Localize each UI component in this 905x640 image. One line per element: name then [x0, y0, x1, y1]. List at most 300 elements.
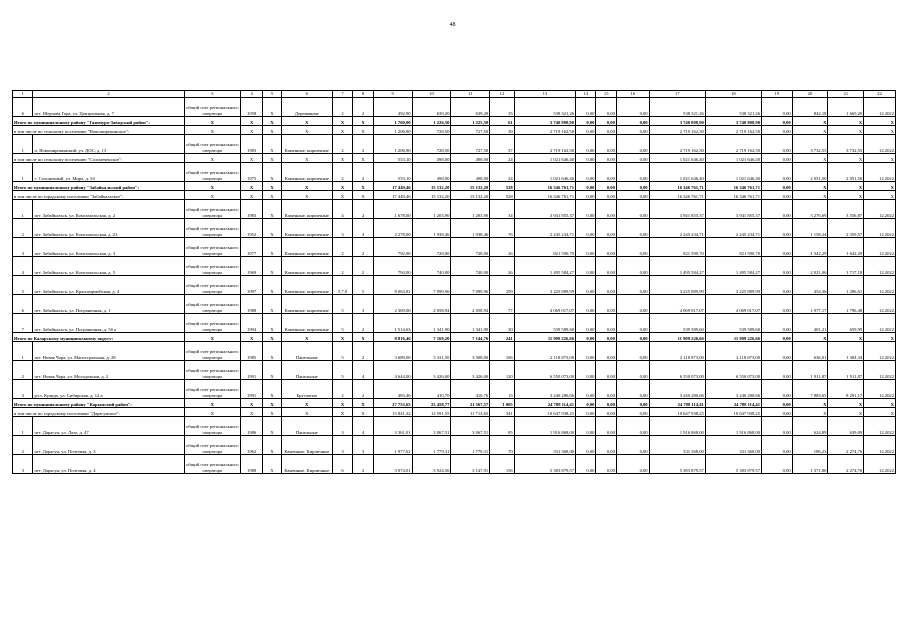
table-cell: 0,00	[596, 163, 616, 182]
table-cell: Х	[332, 191, 352, 200]
table-cell: 0,00	[576, 380, 596, 399]
table-cell: 2 118 873,00	[514, 342, 575, 361]
table-cell: 0,00	[596, 126, 616, 135]
table-cell: 1 977,61	[373, 436, 412, 455]
table-cell: 10 647 938,25	[649, 408, 705, 417]
table-cell: 0,00	[616, 219, 649, 238]
table-cell: 0,00	[576, 436, 596, 455]
table-cell: 0,00	[596, 135, 616, 154]
table-cell: 61	[490, 117, 515, 126]
table-cell: 0,00	[762, 238, 793, 257]
table-cell: Х	[332, 126, 352, 135]
total-row	[13, 333, 896, 342]
table-cell: 77	[490, 295, 515, 314]
table-cell: 27 753,65	[373, 399, 412, 408]
table-cell: 0,00	[616, 163, 649, 182]
table-cell: 34	[490, 200, 515, 219]
table-cell: 0,00	[596, 314, 616, 333]
table-cell: Х	[281, 154, 332, 163]
table-cell: 2	[332, 163, 352, 182]
table-row	[13, 380, 896, 399]
table-cell: 12.2022	[864, 163, 896, 182]
table-cell: 3	[332, 417, 352, 436]
table-cell: 2	[353, 380, 373, 399]
table-cell: 659,99	[828, 314, 864, 333]
table-cell: 0,00	[576, 361, 596, 380]
table-cell: 0,00	[616, 154, 649, 163]
row-label: в том числе по сельскому поселению "Солонеченское":	[13, 154, 185, 163]
table-cell: 728,00	[412, 238, 451, 257]
table-cell: Х	[792, 191, 828, 200]
table-cell: 0,00	[762, 200, 793, 219]
table-cell: 2 719 162,50	[514, 126, 575, 135]
table-cell: общий счет регионального оператора	[184, 276, 240, 295]
table-cell: 3 240 280,66	[649, 380, 705, 399]
table-cell: пгт. Забайкальск, ул. Комсомольская, д. 3	[33, 238, 184, 257]
table-cell: 1 021 646,40	[705, 163, 761, 182]
table-cell: 0,00	[576, 295, 596, 314]
column-number: 4	[240, 91, 262, 98]
table-cell: 0,00	[596, 295, 616, 314]
table-cell: 0,00	[762, 399, 793, 408]
table-cell: Каменные, кирпичные	[281, 257, 332, 276]
table-cell: 0,00	[576, 163, 596, 182]
row-label: в том числе по городскому поселению "Забайкальское":	[13, 191, 185, 200]
table-cell: 2 274,76	[828, 436, 864, 455]
table-cell: 3 225 889,99	[649, 276, 705, 295]
table-cell: Х	[263, 257, 281, 276]
table-cell: Х	[792, 408, 828, 417]
table-cell: 2 245 234,71	[649, 219, 705, 238]
table-cell: 1 642,29	[828, 238, 864, 257]
table-cell: Х	[281, 191, 332, 200]
table-cell: 24	[490, 154, 515, 163]
table-cell: Х	[353, 191, 373, 200]
table-cell: 5	[332, 314, 352, 333]
table-cell: 0,00	[596, 436, 616, 455]
table-cell: 16 346 761,71	[705, 182, 761, 191]
table-cell: Х	[184, 399, 240, 408]
table-row	[13, 98, 896, 117]
table-cell: Х	[281, 117, 332, 126]
table-cell: п. Новоширокинский, ул. ДОС, д. 13	[33, 135, 184, 154]
row-label: Итого по муниципальному району "Газимуро-Заводский район":	[13, 117, 185, 126]
table-cell: Х	[332, 408, 352, 417]
table-cell: Х	[263, 117, 281, 126]
table-cell: Х	[263, 361, 281, 380]
table-cell: 23 458,77	[412, 399, 451, 408]
table-cell: 539 589,60	[705, 314, 761, 333]
table-cell: Х	[240, 191, 262, 200]
table-cell: 0,00	[596, 417, 616, 436]
table-cell: Панельные	[281, 361, 332, 380]
table-cell: 15 132,20	[451, 182, 490, 191]
table-cell: Х	[792, 154, 828, 163]
table-cell: 410,76	[451, 380, 490, 399]
table-cell: 0,00	[762, 295, 793, 314]
table-cell: Х	[864, 408, 896, 417]
table-cell: 12.2022	[864, 295, 896, 314]
table-cell: 0,00	[576, 135, 596, 154]
table-cell: Каменные, кирпичные	[281, 314, 332, 333]
table-cell: 16 346 761,71	[514, 191, 575, 200]
table-cell: 3	[13, 455, 33, 474]
table-cell: 0,00	[616, 399, 649, 408]
table-cell: общий счет регионального оператора	[184, 219, 240, 238]
table-row	[13, 295, 896, 314]
table-cell: Каменные, кирпичные	[281, 200, 332, 219]
table-cell: 3	[332, 436, 352, 455]
table-body	[13, 91, 896, 474]
table-cell: 3 240 280,66	[705, 380, 761, 399]
column-number: 9	[373, 91, 412, 98]
table-cell: 538 321,26	[514, 98, 575, 117]
table-cell: 3 941 855,37	[649, 200, 705, 219]
table-cell: 1 665,20	[828, 98, 864, 117]
table-cell: 821 590,70	[649, 238, 705, 257]
column-number: 7	[332, 91, 352, 98]
table-cell: 7 169,20	[412, 333, 451, 342]
table-cell: пгт. Дарасун, ул. Почтовая, д. 3	[33, 436, 184, 455]
table-cell: 6 550 073,00	[514, 361, 575, 380]
column-number: 10	[412, 91, 451, 98]
table-row	[13, 276, 896, 295]
table-cell: 0,00	[576, 191, 596, 200]
table-cell: 0,00	[576, 182, 596, 191]
table-cell: 2	[353, 257, 373, 276]
table-cell: 30	[490, 314, 515, 333]
table-cell: 0,00	[762, 182, 793, 191]
table-cell: 0,00	[616, 380, 649, 399]
table-cell: 1991	[240, 361, 262, 380]
table-cell: 15 132,20	[451, 191, 490, 200]
table-cell: 39	[490, 126, 515, 135]
total-row	[13, 182, 896, 191]
table-cell: 794,00	[373, 257, 412, 276]
table-cell: общий счет регионального оператора	[184, 295, 240, 314]
table-cell: 3 740 808,90	[705, 117, 761, 126]
table-cell: 0,00	[762, 380, 793, 399]
table-cell: 16 346 761,71	[705, 191, 761, 200]
table-cell: 538 321,26	[705, 98, 761, 117]
table-cell: общий счет регионального оператора	[184, 314, 240, 333]
table-cell: 2	[353, 98, 373, 117]
table-cell: 0,00	[762, 98, 793, 117]
table-cell: 17 449,46	[373, 182, 412, 191]
table-cell: 2 058,94	[451, 295, 490, 314]
table-cell: Х	[792, 126, 828, 135]
table-cell: 2 021,06	[792, 257, 828, 276]
table-cell: 1 911,87	[792, 361, 828, 380]
table-cell: 1 938,46	[412, 219, 451, 238]
table-cell: Х	[332, 399, 352, 408]
table-cell: Х	[864, 117, 896, 126]
table-cell: 410,70	[412, 380, 451, 399]
table-cell: 0,00	[616, 135, 649, 154]
table-cell: 106	[490, 342, 515, 361]
table-cell: 1 158,24	[792, 219, 828, 238]
table-cell: 1 203,90	[412, 200, 451, 219]
table-cell: 0,00	[616, 126, 649, 135]
table-cell: 3	[353, 295, 373, 314]
table-cell: 3	[13, 380, 33, 399]
row-label: в том числе по сельскому поселению "Новоширокинское":	[13, 126, 185, 135]
table-cell: 3 308,00	[451, 342, 490, 361]
table-cell: 1 916 868,00	[705, 417, 761, 436]
table-cell: 12 591,55	[412, 408, 451, 417]
table-cell: 5 383 879,57	[649, 455, 705, 474]
table-cell: 15	[490, 380, 515, 399]
table-cell: Х	[281, 399, 332, 408]
table-cell: 1 203,90	[451, 200, 490, 219]
table-cell: Каменные, Кирпичные	[281, 436, 332, 455]
table-cell: 3 941 855,37	[514, 200, 575, 219]
table-cell: Х	[864, 182, 896, 191]
table-cell: 6 550 073,00	[649, 361, 705, 380]
table-cell: 2	[332, 98, 352, 117]
table-cell: Х	[332, 117, 352, 126]
table-cell: 0,00	[616, 361, 649, 380]
table-cell: 1983	[240, 200, 262, 219]
table-cell: 2 719 162,50	[514, 135, 575, 154]
table-cell: пгт. Шерлова Гора, ул. Центральная, д. 7	[33, 98, 184, 117]
table-cell: 12.2022	[864, 276, 896, 295]
table-cell: 483,46	[373, 380, 412, 399]
table-cell: Х	[184, 126, 240, 135]
table-cell: 0,00	[596, 276, 616, 295]
page-number: 48	[449, 22, 456, 28]
table-cell: 1	[13, 163, 33, 182]
table-cell: 10 647 938,25	[705, 408, 761, 417]
table-cell: Х	[353, 408, 373, 417]
table-row	[13, 436, 896, 455]
table-cell: Х	[240, 182, 262, 191]
table-cell: 3 240 280,66	[514, 380, 575, 399]
table-cell: 10 647 938,25	[514, 408, 575, 417]
table-cell: 3 740 808,90	[514, 117, 575, 126]
table-cell: 2	[353, 238, 373, 257]
table-row	[13, 314, 896, 333]
table-cell: 5	[332, 361, 352, 380]
table-cell: 4 069 017,07	[705, 295, 761, 314]
table-cell: 0,00	[576, 455, 596, 474]
table-cell: Х	[263, 200, 281, 219]
table-cell: 0,00	[762, 436, 793, 455]
table-cell: 12.2022	[864, 135, 896, 154]
column-number: 14	[576, 91, 596, 98]
table-cell: Х	[240, 399, 262, 408]
table-cell: 528	[490, 182, 515, 191]
table-row	[13, 417, 896, 436]
table-cell: Х	[828, 333, 864, 342]
table-cell: 0,00	[576, 399, 596, 408]
column-number: 17	[649, 91, 705, 98]
table-cell: Х	[263, 399, 281, 408]
table-cell: 0,00	[616, 333, 649, 342]
table-cell: Х	[263, 333, 281, 342]
table-cell: 37	[490, 135, 515, 154]
table-cell: 12.2022	[864, 342, 896, 361]
table-cell: Х	[281, 126, 332, 135]
table-cell: Х	[263, 314, 281, 333]
table-cell: р/ст. Куанда, ул. Сибирская, д. 12 а	[33, 380, 184, 399]
table-cell: 331 368,00	[705, 436, 761, 455]
table-cell: 0,00	[576, 200, 596, 219]
table-cell: общий счет регионального оператора	[184, 417, 240, 436]
table-cell: 0,00	[762, 333, 793, 342]
table-cell: 12.2022	[864, 361, 896, 380]
table-cell: 2 051,50	[828, 163, 864, 182]
table-cell: 3 732,55	[792, 135, 828, 154]
table-cell: 0,00	[762, 314, 793, 333]
table-cell: Х	[353, 399, 373, 408]
table-cell: 2	[353, 314, 373, 333]
table-cell: пгт. Дарасун, ул. Лазо, д. 47	[33, 417, 184, 436]
table-cell: Х	[828, 126, 864, 135]
table-cell: 1962	[240, 436, 262, 455]
table-cell: 624,89	[792, 417, 828, 436]
table-cell: 26	[490, 257, 515, 276]
table-cell: Х	[353, 333, 373, 342]
table-cell: 0,00	[576, 219, 596, 238]
table-cell: Х	[263, 126, 281, 135]
table-cell: Х	[184, 408, 240, 417]
column-number: 20	[792, 91, 828, 98]
table-cell: 0,00	[596, 333, 616, 342]
table-cell: 1 206,90	[373, 135, 412, 154]
table-cell: Х	[240, 333, 262, 342]
table-cell: 16 346 761,71	[514, 182, 575, 191]
table-cell: 1958	[240, 98, 262, 117]
table-cell: Х	[332, 154, 352, 163]
table-cell: 8 291,17	[828, 380, 864, 399]
table-cell: 21 567,57	[451, 399, 490, 408]
table-cell: 0,00	[762, 219, 793, 238]
table-cell: 2 058,94	[412, 295, 451, 314]
table-cell: 17 449,46	[373, 191, 412, 200]
table-cell: 727,50	[451, 126, 490, 135]
table-cell: Х	[240, 117, 262, 126]
table-cell: 538 321,26	[649, 98, 705, 117]
table-cell: общий счет регионального оператора	[184, 257, 240, 276]
table-cell: 0,00	[596, 408, 616, 417]
table-cell: Х	[263, 408, 281, 417]
table-cell: 11 909 226,66	[514, 333, 575, 342]
table-cell: 0,00	[596, 399, 616, 408]
row-label: Итого по муниципальному району "Забайкальский район":	[13, 182, 185, 191]
table-cell: Х	[263, 135, 281, 154]
table-cell: 15 841,32	[373, 408, 412, 417]
table-cell: 2	[353, 163, 373, 182]
table-cell: 1 495 584,27	[649, 257, 705, 276]
table-cell: 0,00	[596, 154, 616, 163]
table-cell: Х	[281, 333, 332, 342]
subtotal-row	[13, 408, 896, 417]
table-cell: 1 341,90	[451, 314, 490, 333]
table-cell: 1 911,87	[828, 361, 864, 380]
column-number: 18	[705, 91, 761, 98]
table-cell: 76	[490, 219, 515, 238]
table-cell: Х	[184, 191, 240, 200]
table-cell: 0,00	[576, 417, 596, 436]
table-cell: 740,00	[451, 257, 490, 276]
table-cell: 1977	[240, 238, 262, 257]
table-cell: 2 719 162,50	[705, 135, 761, 154]
table-cell: Х	[263, 182, 281, 191]
table-cell: 2	[353, 200, 373, 219]
table-cell: 2 359,57	[828, 219, 864, 238]
table-cell: Х	[828, 191, 864, 200]
table-cell: Деревянные	[281, 98, 332, 117]
table-cell: 636,01	[792, 342, 828, 361]
table-cell: 1 021 646,40	[514, 163, 575, 182]
table-cell: 11 909 226,66	[705, 333, 761, 342]
table-cell: 0,00	[762, 342, 793, 361]
table-cell: 1	[13, 135, 33, 154]
table-cell: 5 383 879,57	[705, 455, 761, 474]
table-cell: 3 074,01	[373, 455, 412, 474]
table-cell: общий счет регионального оператора	[184, 200, 240, 219]
column-number: 8	[353, 91, 373, 98]
table-cell: 2 719 162,50	[649, 135, 705, 154]
column-number: 11	[451, 91, 490, 98]
table-cell: общий счет регионального оператора	[184, 238, 240, 257]
table-cell: Х	[281, 408, 332, 417]
table-cell: 1994	[240, 314, 262, 333]
column-number: 12	[490, 91, 515, 98]
table-cell: 12.2022	[864, 380, 896, 399]
table-cell: 0,00	[616, 436, 649, 455]
table-cell: 0,00	[596, 191, 616, 200]
table-cell: 1	[13, 417, 33, 436]
table-cell: 498,00	[412, 154, 451, 163]
table-cell: 85	[490, 417, 515, 436]
table-cell: 6 550 073,00	[705, 361, 761, 380]
table-cell: 842,18	[792, 98, 828, 117]
table-cell: 1 371,86	[792, 455, 828, 474]
table-cell: 0,00	[616, 295, 649, 314]
table-cell: 3 556,87	[828, 200, 864, 219]
table-cell: пгт. Забайкальск, ул. Комсомольская, д. 5	[33, 257, 184, 276]
table-cell: 3 067,51	[412, 417, 451, 436]
table-cell: 7	[13, 314, 33, 333]
table-cell: 2	[353, 455, 373, 474]
table-cell: 4 644,00	[373, 361, 412, 380]
table-cell: 0,00	[762, 455, 793, 474]
table-cell: Х	[332, 182, 352, 191]
table-cell: Х	[184, 333, 240, 342]
table-cell: Х	[864, 399, 896, 408]
table-cell: 0,00	[762, 117, 793, 126]
table-cell: 0,00	[762, 408, 793, 417]
table-cell: Х	[263, 417, 281, 436]
table-cell: Х	[828, 117, 864, 126]
table-cell: 3	[353, 436, 373, 455]
table-cell: Х	[263, 436, 281, 455]
table-cell: Х	[828, 399, 864, 408]
table-cell: Х	[864, 126, 896, 135]
table-cell: 11 713,65	[451, 408, 490, 417]
column-number: 5	[263, 91, 281, 98]
table-cell: 0,00	[616, 276, 649, 295]
table-cell: 6	[332, 455, 352, 474]
table-cell: 0,00	[576, 98, 596, 117]
table-cell: 0,00	[596, 200, 616, 219]
table-cell: 1 021 646,40	[649, 163, 705, 182]
column-number: 6	[281, 91, 332, 98]
column-number: 3	[184, 91, 240, 98]
table-cell: 1 495 584,27	[705, 257, 761, 276]
